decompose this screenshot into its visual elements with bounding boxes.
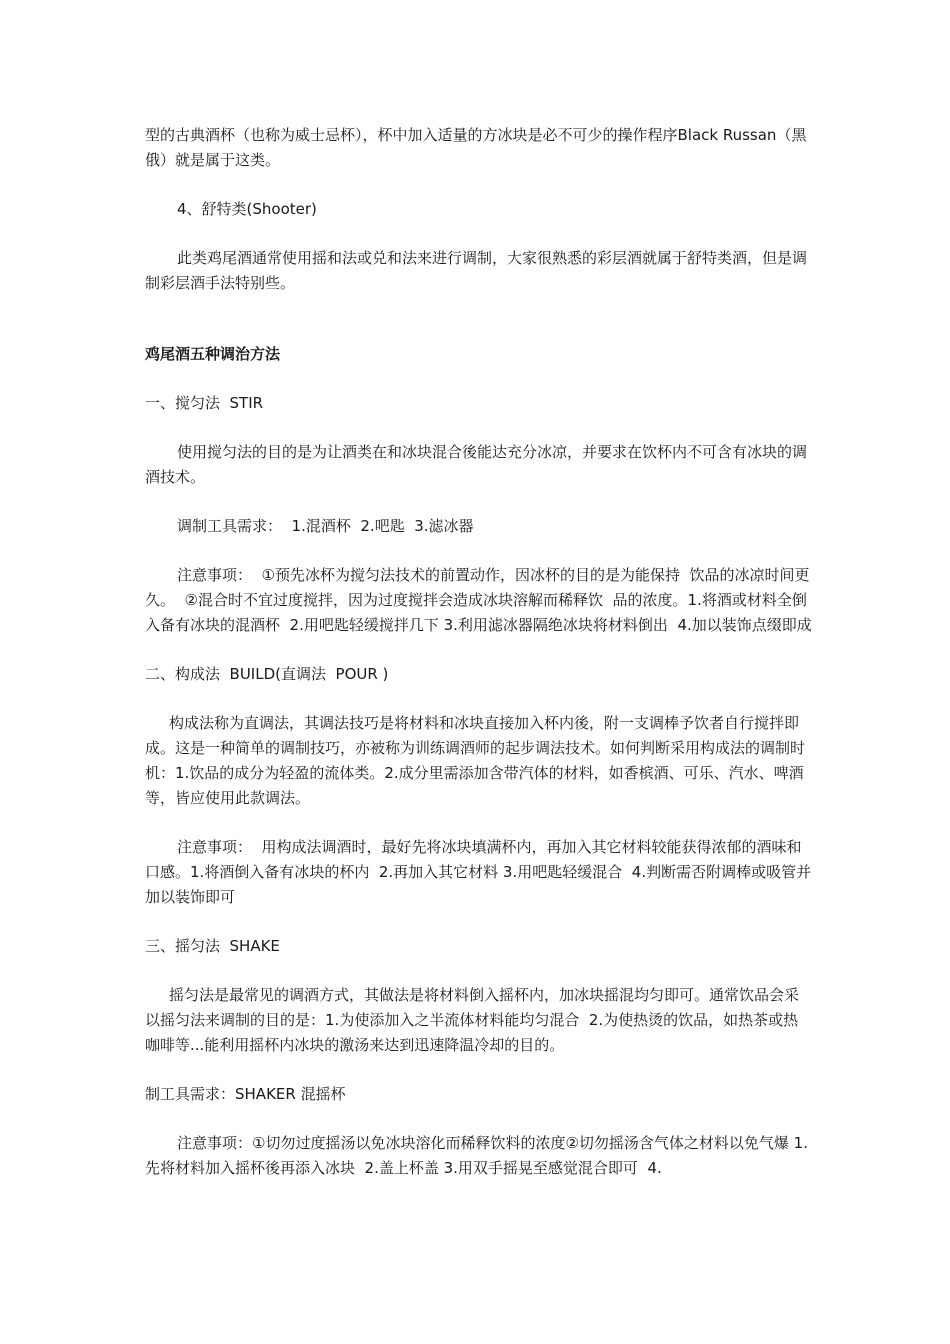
- heading-shooter: 4、舒特类(Shooter): [177, 200, 317, 218]
- paragraph-stir-purpose: 使用搅匀法的目的是为让酒类在和冰块混合後能达充分冰凉，并要求在饮杯内不可含有冰块的调酒技术。: [145, 443, 808, 486]
- heading-stir: 一、搅匀法 STIR: [145, 394, 264, 412]
- paragraph-shake-tools: 制工具需求：SHAKER 混摇杯: [145, 1085, 346, 1103]
- paragraph-stir-tools: 调制工具需求： 1.混酒杯 2.吧匙 3.滤冰器: [177, 517, 474, 535]
- paragraph-shake-notes: 注意事项：①切勿过度摇汤以免冰块溶化而稀释饮料的浓度②切勿摇汤含气体之材料以免气爆 1.先将材料加入摇杯後再添入冰块 2.盖上杯盖 3.用双手摇晃至感觉混合即可 4.: [145, 1134, 808, 1177]
- paragraph-shooter: 此类鸡尾酒通常使用摇和法或兑和法来进行调制，大家很熟悉的彩层酒就属于舒特类酒，但是调制彩层酒手法特别些。: [145, 249, 808, 292]
- paragraph-build-intro: 构成法称为直调法，其调法技巧是将材料和冰块直接加入杯内後，附一支调棒予饮者自行搅拌即成。这是一种简单的调制技巧，亦被称为训练调酒师的起步调法技术。如何判断采用构成法的调制时机：1.饮品的成分为轻盈的流体类。2.成分里需添加含带汽体的材料，如香槟酒、可乐、汽水、啤酒等，皆应使用此款调法。: [145, 714, 806, 807]
- paragraph-build-notes: 注意事项： 用构成法调酒时，最好先将冰块填满杯内，再加入其它材料较能获得浓郁的酒味和口感。1.将酒倒入备有冰块的杯内 2.再加入其它材料 3.用吧匙轻缓混合 4.判断需否附调棒或吸管并加以装饰即可: [145, 838, 812, 906]
- section-title-five-methods: 鸡尾酒五种调治方法: [145, 345, 281, 363]
- document-page: [145, 123, 813, 1181]
- paragraph-old-fashioned-glass: 型的古典酒杯（也称为威士忌杯），杯中加入适量的方冰块是必不可少的操作程序Black Russan（黑俄）就是属于这类。: [145, 126, 807, 169]
- paragraph-shake-intro: 摇匀法是最常见的调酒方式，其做法是将材料倒入摇杯内，加冰块摇混均匀即可。通常饮品会采以摇匀法来调制的目的是：1.为使添加入之半流体材料能均匀混合 2.为使热烫的饮品，如热茶或热咖啡等...能利用摇杯内冰块的激汤来达到迅速降温冷却的目的。: [145, 986, 800, 1054]
- heading-build: 二、构成法 BUILD(直调法 POUR ): [145, 665, 389, 683]
- heading-shake: 三、摇匀法 SHAKE: [145, 937, 280, 955]
- paragraph-stir-notes: 注意事项： ①预先冰杯为搅匀法技术的前置动作，因冰杯的目的是为能保持 饮品的冰凉时间更久。 ②混合时不宜过度搅拌，因为过度搅拌会造成冰块溶解而稀释饮 品的浓度。1.将酒或材料全倒入备有冰块的混酒杯 2.用吧匙轻缓搅拌几下 3.利用滤冰器隔绝冰块将材料倒出 4.加以装饰点缀即成: [145, 566, 812, 634]
